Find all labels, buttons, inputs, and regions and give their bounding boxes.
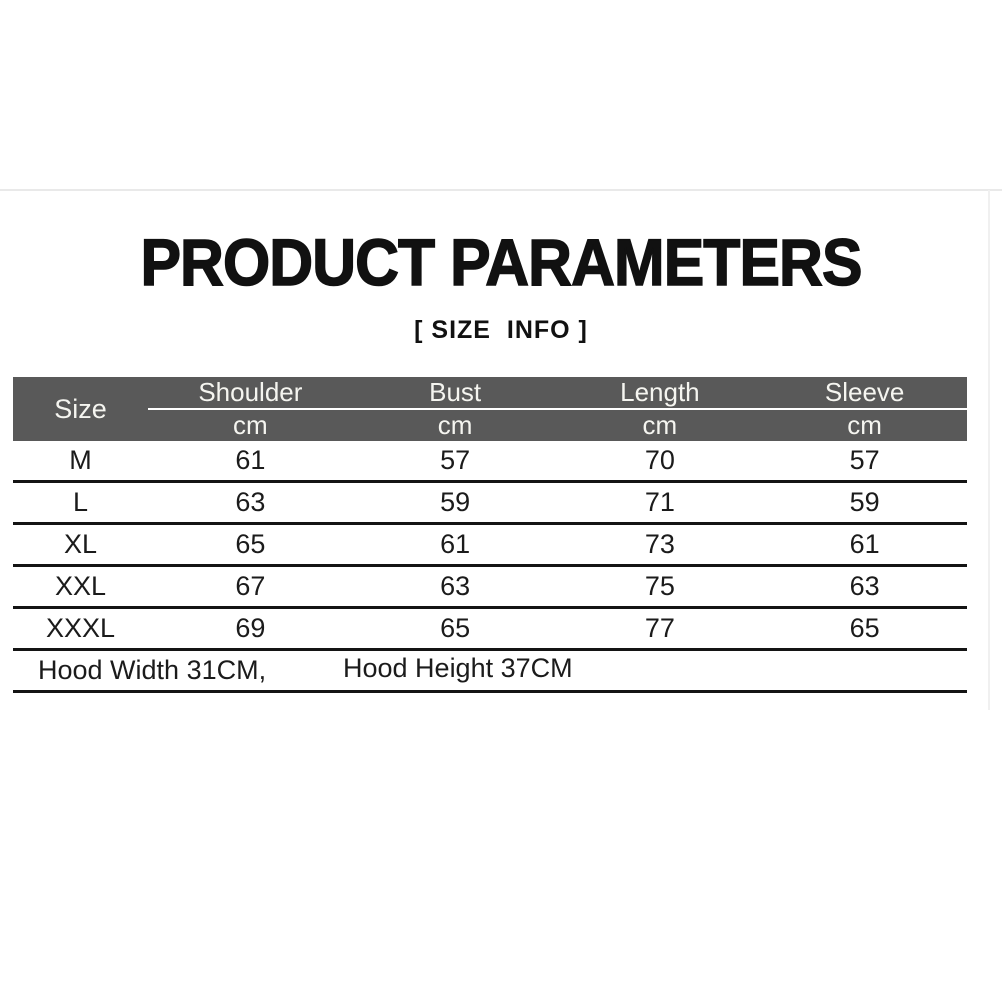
row-size-label: L: [72, 487, 89, 517]
cell-shoulder: 69: [235, 613, 266, 643]
header-columns: [148, 377, 967, 441]
cell-shoulder: 61: [235, 445, 266, 475]
header-column-names: [148, 377, 967, 408]
column-unit-sleeve: cm: [847, 410, 882, 440]
column-unit-shoulder: cm: [233, 410, 268, 440]
cell-sleeve: 63: [849, 571, 880, 601]
cell-bust: 63: [440, 571, 471, 601]
hood-width-note: Hood Width 31CM,: [38, 655, 267, 685]
header-column-units: [148, 410, 967, 441]
cell-length: 70: [644, 445, 675, 475]
cell-bust: 61: [440, 529, 471, 559]
top-frame-line: [0, 189, 1002, 191]
cell-length: 71: [644, 487, 675, 517]
cell-bust: 59: [440, 487, 471, 517]
size-table: [13, 377, 967, 693]
cell-sleeve: 59: [849, 487, 880, 517]
cell-sleeve: 65: [849, 613, 880, 643]
size-info-subtitle: [ SIZE INFO ]: [414, 316, 588, 344]
table-row-xl: [13, 525, 967, 567]
cell-length: 77: [644, 613, 675, 643]
table-header: [13, 377, 967, 441]
page-title: PRODUCT PARAMETERS: [140, 225, 862, 299]
row-size-label: XXL: [54, 571, 107, 601]
table-row-xxl: [13, 567, 967, 609]
hood-height-note: Hood Height 37CM: [343, 653, 573, 683]
cell-sleeve: 57: [849, 445, 880, 475]
table-row-l: [13, 483, 967, 525]
table-row-m: [13, 441, 967, 483]
cell-bust: 57: [440, 445, 471, 475]
column-header-bust: Bust: [429, 377, 482, 407]
hood-dimensions-row: [13, 651, 967, 693]
cell-shoulder: 65: [235, 529, 266, 559]
column-header-length: Length: [620, 377, 700, 407]
column-unit-length: cm: [642, 410, 678, 440]
cell-sleeve: 61: [849, 529, 880, 559]
row-size-label: XL: [63, 529, 98, 559]
row-size-label: XXXL: [45, 613, 116, 643]
column-header-sleeve: Sleeve: [824, 377, 905, 407]
cell-length: 75: [644, 571, 675, 601]
cell-shoulder: 63: [235, 487, 266, 517]
column-header-shoulder: Shoulder: [198, 377, 303, 407]
cell-bust: 65: [440, 613, 471, 643]
right-frame-line: [988, 190, 990, 710]
table-row-xxxl: [13, 609, 967, 651]
row-size-label: M: [69, 445, 92, 475]
header-size-label: Size: [54, 393, 107, 424]
cell-shoulder: 67: [235, 571, 266, 601]
column-unit-bust: cm: [437, 410, 473, 440]
cell-length: 73: [644, 529, 675, 559]
